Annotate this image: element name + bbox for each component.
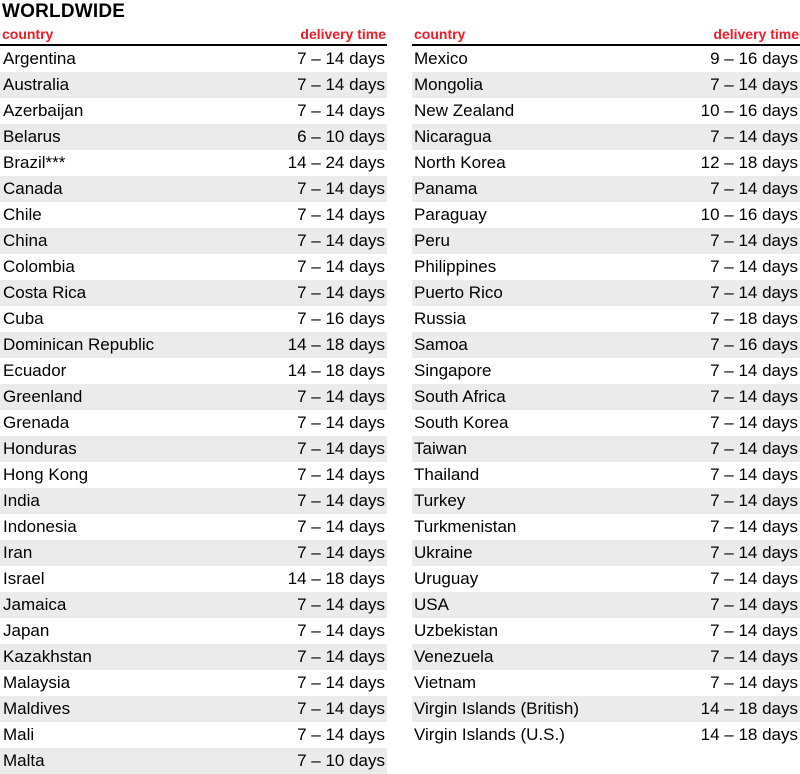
country-cell: Malaysia: [3, 673, 71, 692]
country-cell: Chile: [3, 205, 42, 224]
table-row: [0, 410, 387, 436]
delivery-time-cell: 7 – 14 days: [297, 647, 385, 666]
country-cell: Hong Kong: [3, 465, 89, 484]
table-row: [412, 202, 800, 228]
delivery-time-cell: 7 – 14 days: [710, 75, 798, 94]
delivery-time-cell: 7 – 14 days: [710, 595, 798, 614]
table-row: [412, 566, 800, 592]
country-cell: Puerto Rico: [414, 283, 503, 302]
table-row: [412, 228, 800, 254]
table-row: [412, 72, 800, 98]
delivery-time-cell: 14 – 24 days: [287, 153, 385, 172]
delivery-time-cell: 7 – 14 days: [297, 517, 385, 536]
delivery-time-cell: 7 – 14 days: [710, 439, 798, 458]
delivery-time-cell: 14 – 18 days: [287, 335, 385, 354]
table-row: [412, 488, 800, 514]
delivery-time-cell: 7 – 14 days: [297, 101, 385, 120]
delivery-time-cell: 14 – 18 days: [700, 699, 798, 718]
country-cell: Mali: [3, 725, 35, 744]
country-cell: Mexico: [414, 49, 468, 68]
table-row: [412, 644, 800, 670]
delivery-time-cell: 7 – 14 days: [297, 387, 385, 406]
table-row: [0, 124, 387, 150]
delivery-time-cell: 7 – 14 days: [710, 179, 798, 198]
country-cell: China: [3, 231, 48, 250]
table-row: [412, 46, 800, 72]
country-cell: Belarus: [3, 127, 61, 146]
country-cell: South Africa: [414, 387, 506, 406]
table-row: [412, 150, 800, 176]
country-cell: Virgin Islands (U.S.): [414, 725, 565, 744]
table-row: [0, 384, 387, 410]
delivery-time-cell: 7 – 14 days: [297, 49, 385, 68]
table-row: [0, 592, 387, 618]
delivery-time-cell: 7 – 14 days: [710, 231, 798, 250]
page-title: WORLDWIDE: [2, 1, 126, 22]
country-cell: South Korea: [414, 413, 509, 432]
country-cell: Virgin Islands (British): [414, 699, 580, 718]
table-row: [412, 618, 800, 644]
table-row: [412, 254, 800, 280]
delivery-time-cell: 7 – 16 days: [710, 335, 798, 354]
country-cell: Cuba: [3, 309, 44, 328]
delivery-time-cell: 7 – 14 days: [297, 725, 385, 744]
country-cell: Panama: [414, 179, 478, 198]
country-cell: Ukraine: [414, 543, 473, 562]
delivery-time-cell: 14 – 18 days: [287, 569, 385, 588]
delivery-time-cell: 7 – 14 days: [297, 413, 385, 432]
table-row: [0, 670, 387, 696]
country-cell: Dominican Republic: [3, 335, 155, 354]
delivery-time-cell: 12 – 18 days: [700, 153, 798, 172]
table-row: [412, 592, 800, 618]
delivery-time-cell: 7 – 18 days: [710, 309, 798, 328]
country-cell: Japan: [3, 621, 50, 640]
header-delivery-time: delivery time: [713, 26, 799, 42]
delivery-time-cell: 14 – 18 days: [287, 361, 385, 380]
table-row: [0, 150, 387, 176]
delivery-time-cell: 7 – 16 days: [297, 309, 385, 328]
country-cell: Israel: [3, 569, 45, 588]
country-cell: Samoa: [414, 335, 468, 354]
delivery-time-cell: 7 – 14 days: [710, 257, 798, 276]
country-cell: Costa Rica: [3, 283, 87, 302]
delivery-time-cell: 7 – 14 days: [297, 439, 385, 458]
table-row: [0, 280, 387, 306]
delivery-time-cell: 7 – 14 days: [297, 179, 385, 198]
table-row: [0, 254, 387, 280]
country-cell: Grenada: [3, 413, 70, 432]
country-cell: Azerbaijan: [3, 101, 84, 120]
table-row: [412, 514, 800, 540]
table-row: [412, 176, 800, 202]
delivery-time-cell: 7 – 14 days: [297, 673, 385, 692]
country-cell: Jamaica: [3, 595, 67, 614]
country-cell: Canada: [3, 179, 63, 198]
delivery-time-cell: 7 – 14 days: [297, 595, 385, 614]
table-row: [0, 332, 387, 358]
table-row: [0, 618, 387, 644]
country-cell: Honduras: [3, 439, 77, 458]
table-row: [412, 124, 800, 150]
delivery-time-cell: 7 – 14 days: [710, 647, 798, 666]
table-row: [412, 306, 800, 332]
table-row: [412, 358, 800, 384]
country-cell: Kazakhstan: [3, 647, 92, 666]
delivery-time-cell: 7 – 14 days: [710, 361, 798, 380]
table-row: [412, 410, 800, 436]
table-row: [0, 540, 387, 566]
country-cell: Maldives: [3, 699, 71, 718]
table-row: [0, 696, 387, 722]
country-cell: Singapore: [414, 361, 492, 380]
table-row: [0, 358, 387, 384]
country-cell: New Zealand: [414, 101, 515, 120]
delivery-time-cell: 7 – 14 days: [710, 543, 798, 562]
country-cell: Peru: [414, 231, 450, 250]
delivery-time-cell: 7 – 14 days: [297, 465, 385, 484]
country-cell: India: [3, 491, 40, 510]
table-row: [0, 98, 387, 124]
delivery-time-cell: 7 – 14 days: [297, 231, 385, 250]
table-row: [412, 332, 800, 358]
delivery-time-cell: 14 – 18 days: [700, 725, 798, 744]
table-row: [0, 748, 387, 774]
table-row: [0, 72, 387, 98]
table-row: [412, 540, 800, 566]
table-header-left: [0, 26, 387, 46]
table-row: [0, 722, 387, 748]
delivery-time-cell: 7 – 14 days: [710, 465, 798, 484]
delivery-table-right: [412, 26, 800, 748]
delivery-time-cell: 7 – 14 days: [710, 621, 798, 640]
country-cell: Iran: [3, 543, 33, 562]
country-cell: Colombia: [3, 257, 75, 276]
table-row: [0, 306, 387, 332]
delivery-time-cell: 7 – 14 days: [710, 569, 798, 588]
country-cell: USA: [414, 595, 449, 614]
delivery-time-cell: 7 – 14 days: [297, 543, 385, 562]
delivery-time-cell: 6 – 10 days: [297, 127, 385, 146]
country-cell: Russia: [414, 309, 466, 328]
table-header-right: [412, 26, 800, 46]
delivery-time-cell: 7 – 14 days: [710, 517, 798, 536]
delivery-time-cell: 7 – 14 days: [710, 387, 798, 406]
table-row: [0, 514, 387, 540]
country-cell: Thailand: [414, 465, 480, 484]
country-cell: Paraguay: [414, 205, 487, 224]
country-cell: Mongolia: [414, 75, 483, 94]
table-row: [412, 436, 800, 462]
table-row: [412, 462, 800, 488]
country-cell: Greenland: [3, 387, 83, 406]
country-cell: Uzbekistan: [414, 621, 499, 640]
delivery-time-cell: 7 – 14 days: [297, 75, 385, 94]
delivery-time-cell: 7 – 14 days: [297, 205, 385, 224]
delivery-time-cell: 10 – 16 days: [700, 101, 798, 120]
country-cell: North Korea: [414, 153, 506, 172]
country-cell: Turkmenistan: [414, 517, 517, 536]
table-row: [0, 488, 387, 514]
country-cell: Argentina: [3, 49, 76, 68]
delivery-time-cell: 7 – 14 days: [297, 257, 385, 276]
table-row: [412, 384, 800, 410]
country-cell: Taiwan: [414, 439, 467, 458]
table-row: [0, 176, 387, 202]
table-row: [412, 98, 800, 124]
delivery-time-cell: 10 – 16 days: [700, 205, 798, 224]
table-row: [0, 566, 387, 592]
delivery-table-left: [0, 26, 387, 774]
table-row: [0, 228, 387, 254]
delivery-time-cell: 7 – 14 days: [710, 127, 798, 146]
delivery-time-cell: 7 – 14 days: [710, 283, 798, 302]
table-row: [0, 436, 387, 462]
header-delivery-time: delivery time: [300, 26, 386, 42]
delivery-time-cell: 7 – 14 days: [297, 283, 385, 302]
country-cell: Australia: [3, 75, 70, 94]
table-body-right: [412, 46, 800, 748]
delivery-time-cell: 7 – 14 days: [297, 699, 385, 718]
delivery-time-cell: 7 – 14 days: [297, 491, 385, 510]
table-row: [0, 644, 387, 670]
delivery-time-cell: 7 – 14 days: [710, 413, 798, 432]
country-cell: Brazil***: [3, 153, 66, 172]
header-country: country: [414, 26, 466, 42]
country-cell: Venezuela: [414, 647, 494, 666]
delivery-time-cell: 7 – 14 days: [297, 621, 385, 640]
country-cell: Turkey: [414, 491, 466, 510]
table-row: [0, 202, 387, 228]
delivery-time-cell: 7 – 10 days: [297, 751, 385, 770]
country-cell: Indonesia: [3, 517, 77, 536]
country-cell: Ecuador: [3, 361, 67, 380]
country-cell: Malta: [3, 751, 45, 770]
country-cell: Uruguay: [414, 569, 479, 588]
table-row: [412, 722, 800, 748]
delivery-time-cell: 7 – 14 days: [710, 673, 798, 692]
table-row: [0, 46, 387, 72]
delivery-time-cell: 9 – 16 days: [710, 49, 798, 68]
country-cell: Nicaragua: [414, 127, 492, 146]
table-body-left: [0, 46, 387, 774]
table-row: [0, 462, 387, 488]
country-cell: Vietnam: [414, 673, 477, 692]
table-row: [412, 280, 800, 306]
country-cell: Philippines: [414, 257, 497, 276]
header-country: country: [2, 26, 54, 42]
delivery-time-cell: 7 – 14 days: [710, 491, 798, 510]
table-row: [412, 670, 800, 696]
table-row: [412, 696, 800, 722]
